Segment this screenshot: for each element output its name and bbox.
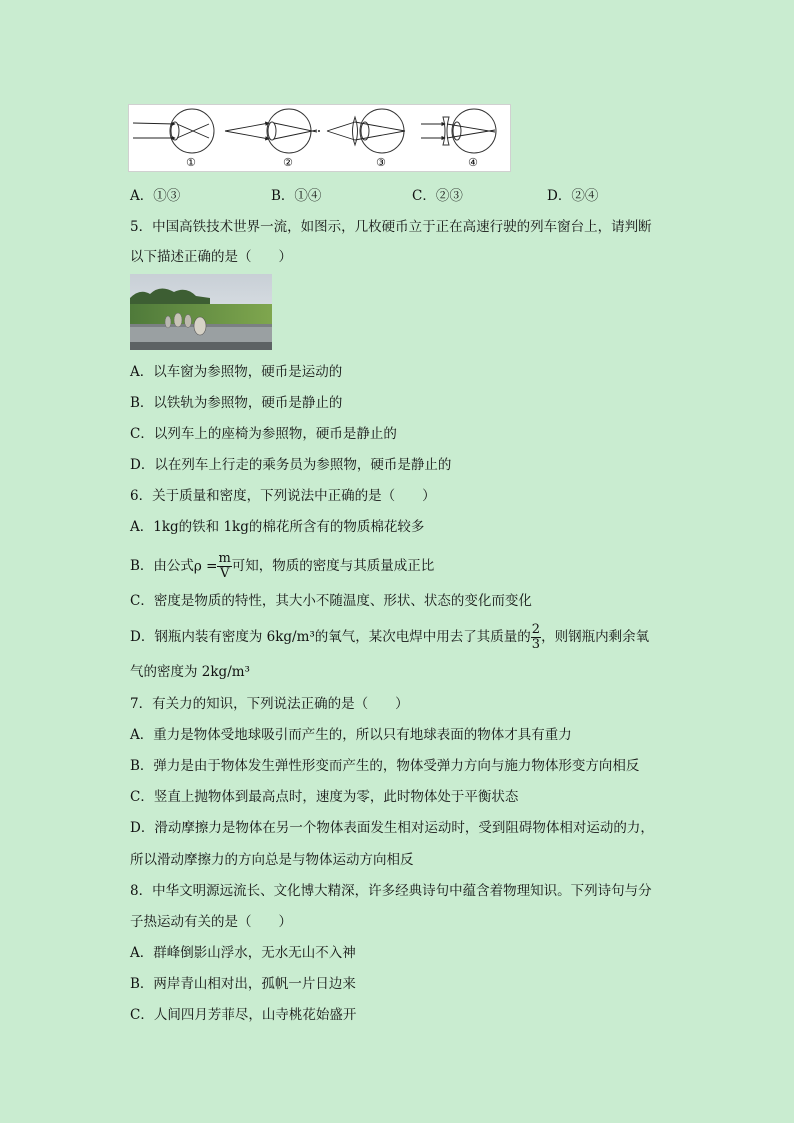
q6-stem: 6．关于质量和密度，下列说法中正确的是（ ） <box>130 488 436 504</box>
q5-stem-line2: 以下描述正确的是（ ） <box>130 249 292 265</box>
q4-option-d: D．②④ <box>547 188 599 204</box>
q8-option-a: A．群峰倒影山浮水，无水无山不入神 <box>130 945 356 961</box>
q6-option-b-suffix: 可知，物质的密度与其质量成正比 <box>231 558 435 574</box>
eye-lens-figure <box>128 104 511 172</box>
q6-option-b-prefix: B．由公式 <box>130 558 194 574</box>
eye-diagram-2 <box>225 109 320 169</box>
eye-diagram-4 <box>421 109 496 169</box>
q8-option-c: C．人间四月芳菲尽，山寺桃花始盛开 <box>130 1007 357 1023</box>
q5-option-a: A．以车窗为参照物，硬币是运动的 <box>130 364 343 380</box>
q7-option-d-line2: 所以滑动摩擦力的方向总是与物体运动方向相反 <box>130 852 414 868</box>
fraction-two-thirds: $\frac{2}{3}$ <box>531 622 541 652</box>
q7-option-b: B．弹力是由于物体发生弹性形变而产生的，物体受弹力方向与施力物体形变方向相反 <box>130 758 640 774</box>
q4-option-c: C．②③ <box>412 188 463 204</box>
q4-option-b: B．①④ <box>271 188 322 204</box>
q4-option-a: A．①③ <box>130 188 181 204</box>
figure-label-3: ③ <box>376 156 386 169</box>
q5-option-c: C．以列车上的座椅为参照物，硬币是静止的 <box>130 426 397 442</box>
q7-option-c: C．竖直上抛物体到最高点时，速度为零，此时物体处于平衡状态 <box>130 789 519 805</box>
q6-option-d-line2: 气的密度为 2kg/m³ <box>130 664 250 680</box>
formula-numerator: m <box>218 551 231 566</box>
q6-option-d-prefix: D．钢瓶内装有密度为 6kg/m³的氧气，某次电焊中用去了其质量的 <box>130 629 531 645</box>
q8-stem-line2: 子热运动有关的是（ ） <box>130 914 292 930</box>
train-window-photo <box>130 274 272 350</box>
q5-option-d: D．以在列车上行走的乘务员为参照物，硬币是静止的 <box>130 457 452 473</box>
q8-option-b: B．两岸青山相对出，孤帆一片日边来 <box>130 976 356 992</box>
q7-option-d: D．滑动摩擦力是物体在另一个物体表面发生相对运动时，受到阻碍物体相对运动的力， <box>130 820 654 836</box>
q6-option-d-suffix: ，则钢瓶内剩余氧 <box>541 629 650 645</box>
figure-label-4: ④ <box>468 156 478 169</box>
figure-label-2: ② <box>283 156 293 169</box>
density-formula <box>194 552 232 581</box>
q6-option-d <box>130 622 649 652</box>
eye-diagrams <box>129 105 510 171</box>
q7-stem: 7．有关力的知识，下列说法正确的是（ ） <box>130 696 409 712</box>
q6-option-c: C．密度是物质的特性，其大小不随温度、形状、状态的变化而变化 <box>130 593 532 609</box>
q6-option-a: A．1kg的铁和 1kg的棉花所含有的物质棉花较多 <box>130 519 425 535</box>
q5-stem-line1: 5．中国高铁技术世界一流，如图示，几枚硬币立于正在高速行驶的列车窗台上，请判断 <box>130 219 652 235</box>
eye-diagram-1 <box>133 109 214 169</box>
formula-rho: ρ = <box>193 558 218 575</box>
eye-diagram-3 <box>327 109 405 169</box>
q8-stem-line1: 8．中华文明源远流长、文化博大精深，许多经典诗句中蕴含着物理知识。下列诗句与分 <box>130 883 652 899</box>
figure-label-1: ① <box>186 156 196 169</box>
q7-option-a: A．重力是物体受地球吸引而产生的，所以只有地球表面的物体才具有重力 <box>130 727 572 743</box>
q5-option-b: B．以铁轨为参照物，硬币是静止的 <box>130 395 343 411</box>
q6-option-b <box>130 552 434 581</box>
formula-denominator: V <box>219 566 230 581</box>
